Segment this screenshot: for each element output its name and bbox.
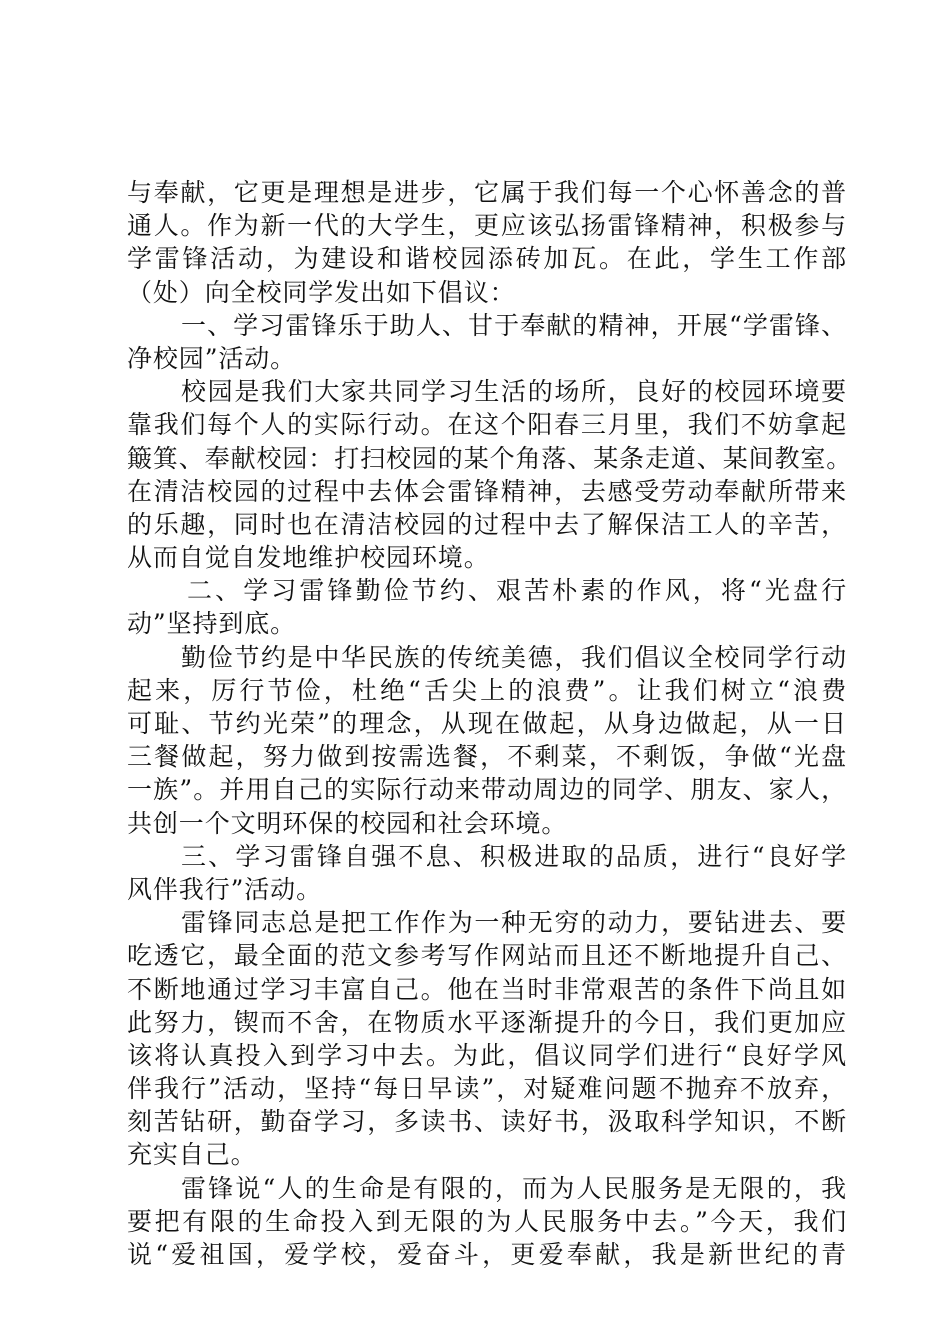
text-line: 雷锋说“人的生命是有限的，而为人民服务是无限的，我 <box>181 1173 847 1203</box>
text-line: 该将认真投入到学习中去。为此，倡议同学们进行“良好学风 <box>127 1040 847 1070</box>
text-line: 通人。作为新一代的大学生，更应该弘扬雷锋精神，积极参与 <box>127 211 847 241</box>
text-line: 刻苦钻研，勤奋学习，多读书、读好书，汲取科学知识，不断 <box>127 1107 847 1137</box>
text-line: 二、学习雷锋勤俭节约、艰苦朴素的作风，将“光盘行 <box>187 576 847 606</box>
text-line: 净校园”活动。 <box>127 343 297 373</box>
text-line: 要把有限的生命投入到无限的为人民服务中去。”今天，我们 <box>127 1206 847 1236</box>
text-line: 动”坚持到底。 <box>127 609 297 639</box>
text-line: 学雷锋活动，为建设和谐校园添砖加瓦。在此，学生工作部 <box>127 244 847 274</box>
text-line: 此努力，锲而不舍，在物质水平逐渐提升的今日，我们更加应 <box>127 1007 847 1037</box>
text-line: 校园是我们大家共同学习生活的场所，良好的校园环境要 <box>181 377 847 407</box>
text-line: 说“爱祖国，爱学校，爱奋斗，更爱奉献，我是新世纪的青 <box>127 1240 847 1269</box>
text-line: 三餐做起，努力做到按需选餐，不剩菜，不剩饭，争做“光盘 <box>127 742 847 772</box>
text-line: 充实自己。 <box>127 1140 257 1170</box>
text-line: 一族”。并用自己的实际行动来带动周边的同学、朋友、家人， <box>127 775 847 805</box>
text-line: 从而自觉自发地维护校园环境。 <box>127 543 490 573</box>
text-line: 勤俭节约是中华民族的传统美德，我们倡议全校同学行动 <box>181 642 847 672</box>
text-line: 靠我们每个人的实际行动。在这个阳春三月里，我们不妨拿起 <box>127 410 847 440</box>
text-line: 簸箕、奉献校园：打扫校园的某个角落、某条走道、某间教室。 <box>127 443 853 473</box>
text-line: 在清洁校园的过程中去体会雷锋精神，去感受劳动奉献所带来 <box>127 476 847 506</box>
text-line: 的乐趣，同时也在清洁校园的过程中去了解保洁工人的辛苦， <box>127 509 847 539</box>
text-line: 起来，厉行节俭，杜绝“舌尖上的浪费”。让我们树立“浪费 <box>127 675 847 705</box>
text-line: 不断地通过学习丰富自己。他在当时非常艰苦的条件下尚且如 <box>127 974 847 1004</box>
document-body <box>127 176 853 1271</box>
text-line: 可耻、节约光荣”的理念，从现在做起，从身边做起，从一日 <box>127 709 847 738</box>
text-line: 与奉献，它更是理想是进步，它属于我们每一个心怀善念的普 <box>127 178 847 207</box>
text-line: 吃透它，最全面的范文参考写作网站而且还不断地提升自己、 <box>127 941 847 971</box>
text-line: （处）向全校同学发出如下倡议： <box>127 277 516 307</box>
text-line: 一、学习雷锋乐于助人、甘于奉献的精神，开展“学雷锋、 <box>181 310 847 340</box>
text-line: 共创一个文明环保的校园和社会环境。 <box>127 808 568 838</box>
text-line: 雷锋同志总是把工作作为一种无穷的动力，要钻进去、要 <box>181 908 847 938</box>
text-line: 伴我行”活动，坚持“每日早读”，对疑难问题不抛弃不放弃， <box>127 1074 847 1104</box>
text-line: 风伴我行”活动。 <box>127 874 322 904</box>
text-line: 三、学习雷锋自强不息、积极进取的品质，进行“良好学 <box>181 841 847 871</box>
